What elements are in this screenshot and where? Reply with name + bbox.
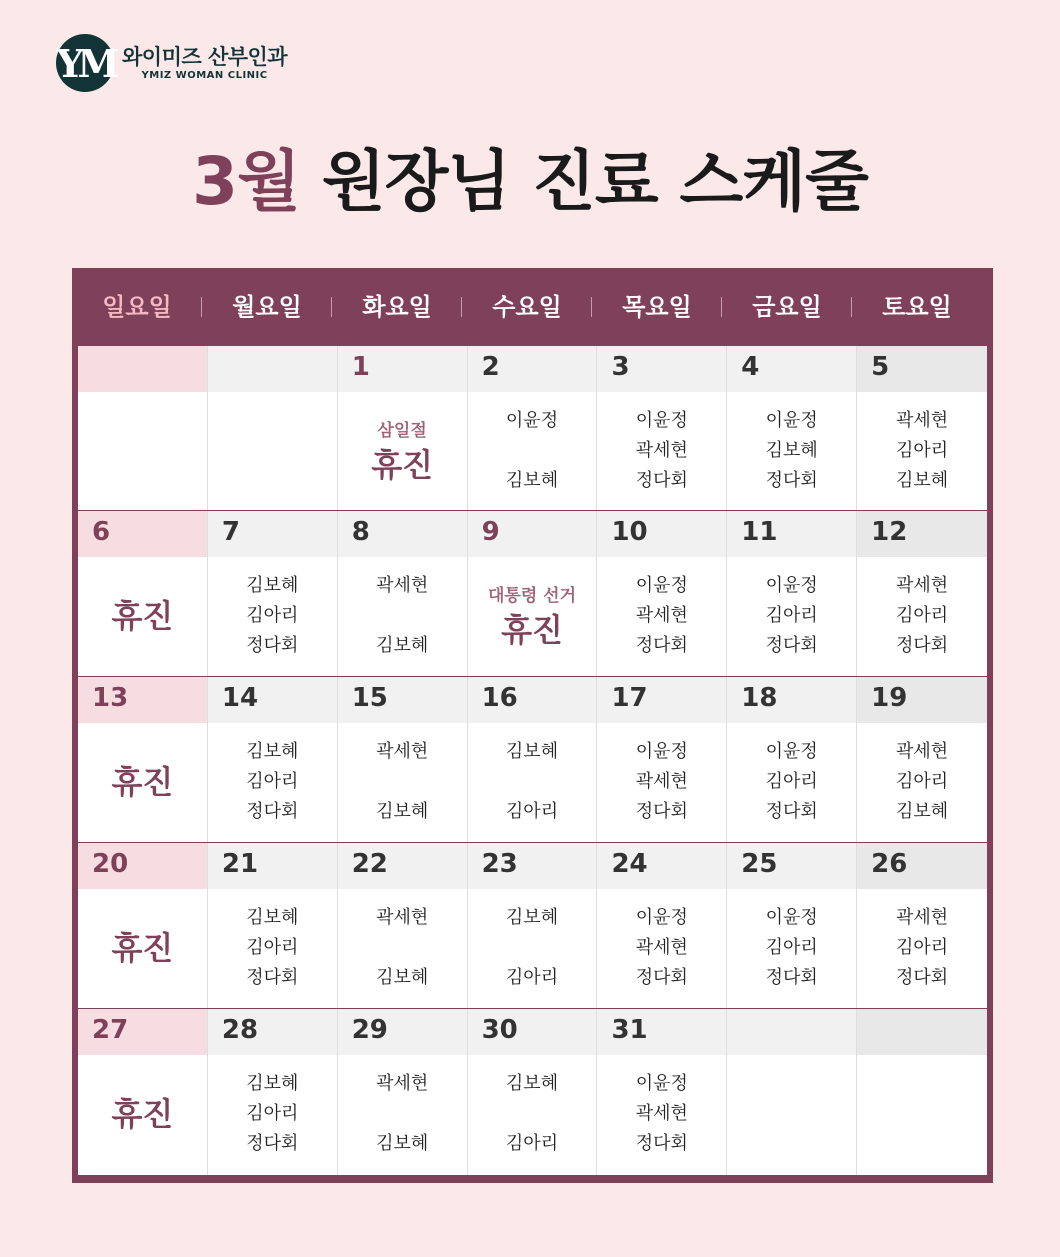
day-number: 16	[481, 683, 518, 713]
doctor-name: 김보혜	[376, 1133, 429, 1154]
doctor-name: 김보혜	[376, 967, 429, 988]
day-number: 18	[741, 683, 778, 713]
doctor-name: 정다회	[765, 470, 818, 491]
day-number: 28	[221, 1015, 259, 1045]
doctor-name: 정다회	[635, 635, 688, 656]
weekday-monday: 월요일	[202, 268, 332, 346]
doctor-name: 김아리	[246, 605, 299, 626]
doctor-name	[468, 436, 597, 466]
doctor-list	[857, 406, 987, 496]
calendar-day	[857, 511, 987, 676]
doctor-list	[338, 1069, 467, 1159]
calendar-day	[468, 511, 598, 676]
doctor-name: 정다회	[896, 967, 949, 988]
calendar-day	[468, 1009, 598, 1175]
clinic-logo	[56, 34, 287, 92]
calendar-day	[597, 677, 727, 842]
doctor-name: 김아리	[765, 771, 818, 792]
day-number: 3	[611, 352, 630, 382]
doctor-list	[727, 571, 856, 661]
doctor-name: 김아리	[896, 440, 949, 461]
doctor-name: 김보혜	[505, 1073, 559, 1094]
clinic-name-english: YMIZ WOMAN CLINIC	[141, 70, 268, 81]
doctor-name: 이윤정	[635, 575, 688, 596]
doctor-name: 김보혜	[765, 440, 818, 461]
doctor-name: 김보혜	[376, 635, 429, 656]
doctor-list	[338, 571, 467, 661]
day-number: 26	[871, 849, 908, 879]
doctor-name	[468, 933, 597, 963]
doctor-name: 정다회	[896, 635, 949, 656]
weekday-saturday: 토요일	[882, 293, 952, 321]
calendar-day	[338, 346, 468, 510]
doctor-name: 김보혜	[246, 575, 299, 596]
doctor-name: 정다회	[246, 967, 299, 988]
calendar-day	[727, 843, 857, 1008]
ymiz-logo-icon: YM	[56, 34, 114, 92]
closed-label: 휴진	[111, 763, 174, 801]
calendar-day	[857, 346, 987, 510]
week-row	[78, 346, 987, 510]
doctor-name: 곽세현	[896, 410, 949, 431]
doctor-list	[597, 737, 726, 827]
calendar-day	[208, 843, 338, 1008]
weekday-friday: 금요일	[722, 268, 852, 346]
doctor-name: 정다회	[246, 801, 299, 822]
doctor-name: 김보혜	[505, 907, 559, 928]
calendar-day	[597, 843, 727, 1008]
weekday-sunday: 일요일	[72, 268, 202, 346]
day-header	[208, 346, 337, 392]
doctor-name	[468, 767, 597, 797]
day-number: 10	[611, 517, 648, 547]
doctor-name: 정다회	[765, 635, 818, 656]
doctor-list	[597, 571, 726, 661]
calendar-day	[78, 677, 208, 842]
calendar-day	[727, 1009, 857, 1175]
calendar-day	[78, 843, 208, 1008]
doctor-name: 곽세현	[376, 1073, 429, 1094]
day-number: 30	[481, 1015, 518, 1045]
day-number: 29	[351, 1015, 388, 1045]
doctor-name: 김아리	[246, 1103, 299, 1124]
doctor-list	[857, 571, 987, 661]
doctor-name: 김아리	[246, 771, 299, 792]
day-number: 6	[92, 517, 111, 547]
doctor-name: 곽세현	[635, 605, 688, 626]
calendar-day	[338, 843, 468, 1008]
day-number: 22	[351, 849, 388, 879]
doctor-name: 김아리	[765, 605, 818, 626]
doctor-name	[338, 601, 467, 631]
doctor-name: 정다회	[635, 1133, 688, 1154]
doctor-name: 김보혜	[246, 907, 299, 928]
closed-label: 휴진	[111, 929, 174, 967]
doctor-name: 정다회	[246, 1133, 299, 1154]
week-row	[78, 843, 987, 1008]
day-header	[857, 1009, 987, 1055]
doctor-list	[468, 406, 597, 496]
title-month: 3월	[192, 143, 300, 220]
week-row	[78, 1009, 987, 1175]
calendar-day	[208, 346, 338, 510]
week-row	[78, 511, 987, 676]
doctor-list	[208, 1069, 337, 1159]
calendar-day	[78, 1009, 208, 1175]
day-number: 23	[481, 849, 518, 879]
doctor-list	[727, 737, 856, 827]
doctor-name: 김아리	[896, 771, 949, 792]
calendar-day	[468, 677, 598, 842]
day-number: 9	[481, 517, 500, 547]
day-number: 5	[871, 352, 890, 382]
day-number: 7	[221, 517, 240, 547]
doctor-name: 김아리	[505, 967, 559, 988]
doctor-name: 곽세현	[376, 575, 429, 596]
doctor-name: 이윤정	[635, 907, 688, 928]
closed-label: 휴진	[501, 611, 563, 649]
calendar-day	[597, 1009, 727, 1175]
day-number: 1	[351, 352, 370, 382]
doctor-name: 김아리	[896, 605, 949, 626]
calendar-day	[857, 677, 987, 842]
doctor-name: 김아리	[505, 801, 559, 822]
doctor-name: 김아리	[765, 937, 818, 958]
calendar-day	[78, 511, 208, 676]
doctor-list	[597, 1069, 726, 1159]
doctor-name: 곽세현	[896, 741, 949, 762]
doctor-name: 정다회	[635, 801, 688, 822]
doctor-name: 이윤정	[765, 907, 818, 928]
calendar-day	[727, 677, 857, 842]
day-number: 4	[741, 352, 760, 382]
weekday-wednesday: 수요일	[462, 268, 592, 346]
calendar-day	[78, 346, 208, 510]
doctor-list	[727, 903, 856, 993]
doctor-list	[208, 571, 337, 661]
calendar-day	[468, 346, 598, 510]
doctor-name: 정다회	[635, 470, 688, 491]
clinic-name-korean: 와이미즈 산부인과	[122, 45, 288, 69]
day-number: 19	[871, 683, 908, 713]
doctor-name: 정다회	[635, 967, 688, 988]
doctor-list	[468, 737, 597, 827]
day-number: 17	[611, 683, 648, 713]
holiday-name: 삼일절	[377, 421, 427, 441]
calendar-day	[727, 511, 857, 676]
day-header	[727, 1009, 856, 1055]
doctor-list	[468, 1069, 597, 1159]
day-number: 11	[741, 517, 778, 547]
doctor-list	[597, 406, 726, 496]
doctor-name: 곽세현	[896, 575, 949, 596]
doctor-name: 곽세현	[635, 1103, 688, 1124]
doctor-name: 김보혜	[505, 470, 559, 491]
doctor-name: 이윤정	[765, 410, 818, 431]
day-number: 12	[871, 517, 908, 547]
day-number: 27	[92, 1015, 129, 1045]
logo-text	[122, 44, 287, 82]
doctor-name: 곽세현	[635, 937, 688, 958]
doctor-name	[338, 767, 467, 797]
day-header	[78, 346, 207, 392]
doctor-name: 김아리	[505, 1133, 559, 1154]
weekday-header	[72, 268, 993, 346]
doctor-name: 곽세현	[376, 907, 429, 928]
calendar-day	[468, 843, 598, 1008]
day-number: 25	[741, 849, 778, 879]
doctor-name: 김보혜	[246, 1073, 299, 1094]
closed-label: 휴진	[371, 446, 434, 484]
calendar-day	[857, 1009, 987, 1175]
doctor-name: 김보혜	[376, 801, 429, 822]
doctor-name: 정다회	[246, 635, 299, 656]
doctor-name: 김보혜	[896, 470, 949, 491]
calendar-day	[597, 346, 727, 510]
day-number: 31	[611, 1015, 648, 1045]
day-number: 13	[92, 683, 129, 713]
calendar-day	[727, 346, 857, 510]
calendar-day	[597, 511, 727, 676]
doctor-name: 김보혜	[505, 741, 559, 762]
doctor-list	[338, 737, 467, 827]
day-number: 14	[221, 683, 259, 713]
doctor-list	[208, 737, 337, 827]
calendar-day	[338, 511, 468, 676]
day-number: 20	[92, 849, 129, 879]
day-number: 8	[351, 517, 370, 547]
doctor-list	[338, 903, 467, 993]
doctor-list	[857, 737, 987, 827]
weekday-tuesday: 화요일	[332, 268, 462, 346]
doctor-name: 이윤정	[635, 1073, 688, 1094]
title-rest: 원장님 진료 스케줄	[299, 143, 868, 220]
holiday-name: 대통령 선거	[487, 586, 577, 606]
doctor-name	[338, 1099, 467, 1129]
doctor-name: 김보혜	[896, 801, 949, 822]
doctor-name: 곽세현	[635, 440, 688, 461]
day-number: 15	[351, 683, 388, 713]
calendar-grid	[78, 346, 987, 1175]
doctor-name	[338, 933, 467, 963]
doctor-list	[208, 903, 337, 993]
page-title	[0, 128, 1060, 223]
doctor-name: 이윤정	[635, 410, 688, 431]
week-row	[78, 677, 987, 842]
doctor-name: 정다회	[765, 967, 818, 988]
doctor-name: 김아리	[896, 937, 949, 958]
weekday-thursday: 목요일	[592, 268, 722, 346]
doctor-list	[857, 903, 987, 993]
doctor-list	[727, 406, 856, 496]
doctor-name: 이윤정	[765, 741, 818, 762]
doctor-name	[468, 1099, 597, 1129]
day-number: 2	[481, 352, 500, 382]
calendar-day	[208, 511, 338, 676]
calendar-day	[208, 1009, 338, 1175]
doctor-name: 김보혜	[246, 741, 299, 762]
doctor-list	[468, 903, 597, 993]
calendar-day	[208, 677, 338, 842]
doctor-name: 이윤정	[505, 410, 559, 431]
doctor-name: 이윤정	[635, 741, 688, 762]
calendar-day	[338, 1009, 468, 1175]
calendar-day	[338, 677, 468, 842]
closed-label: 휴진	[111, 597, 174, 635]
day-number: 21	[221, 849, 259, 879]
day-number: 24	[611, 849, 648, 879]
doctor-name: 김아리	[246, 937, 299, 958]
schedule-calendar	[72, 268, 993, 1183]
doctor-name: 곽세현	[376, 741, 429, 762]
doctor-name: 정다회	[765, 801, 818, 822]
calendar-day	[857, 843, 987, 1008]
doctor-name: 곽세현	[896, 907, 949, 928]
doctor-list	[597, 903, 726, 993]
doctor-name: 이윤정	[765, 575, 818, 596]
doctor-name: 곽세현	[635, 771, 688, 792]
closed-label: 휴진	[111, 1095, 174, 1133]
